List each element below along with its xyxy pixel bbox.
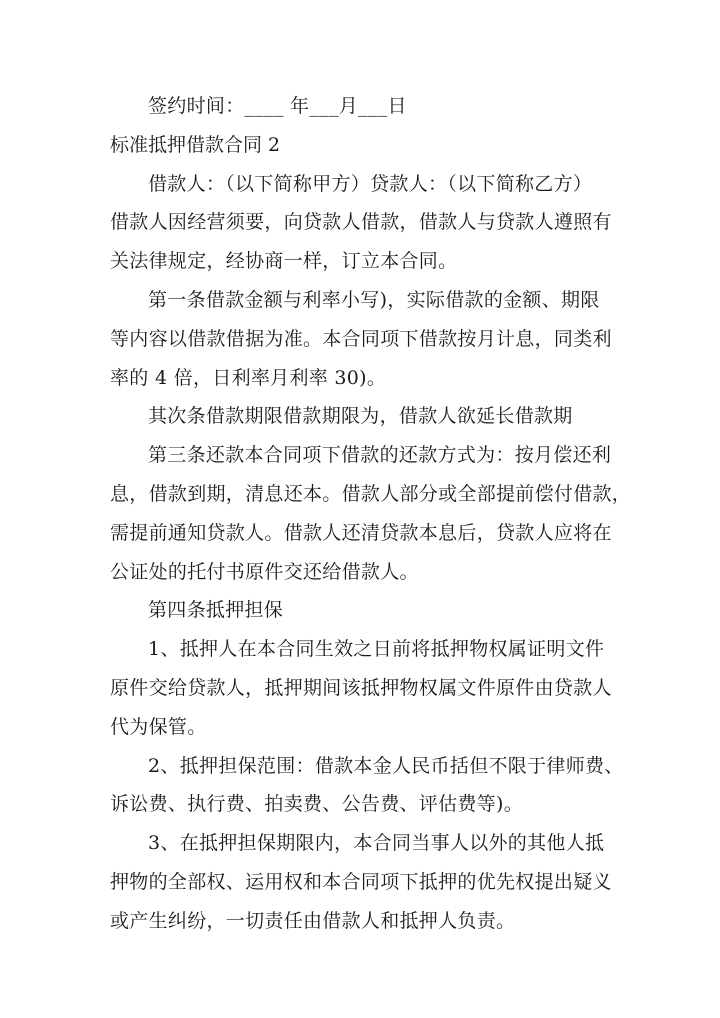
document-body: [110, 87, 632, 941]
text-line: 关法律规定，经协商一样，订立本合同。: [110, 250, 458, 273]
text-line: 1、抵押人在本合同生效之日前将抵押物权属证明文件: [148, 638, 605, 661]
paragraph-lines: [110, 165, 632, 941]
text-line: 第四条抵押担保: [148, 599, 284, 622]
text-line: 其次条借款期限借款期限为，借款人欲延长借款期: [148, 405, 573, 428]
text-line: 押物的全部权、运用权和本合同项下抵押的优先权提出疑义: [110, 870, 612, 893]
text-line: 公证处的托付书原件交还给借款人。: [110, 560, 419, 583]
text-line: 第三条还款本合同项下借款的还款方式为：按月偿还利: [148, 444, 612, 467]
signing-date-line: 签约时间：____ 年___月___日: [148, 95, 407, 117]
text-line: 等内容以借款借据为准。本合同项下借款按月计息，同类利: [110, 327, 612, 350]
text-line: 代为保管。: [110, 715, 207, 738]
text-line: 或产生纠纷，一切责任由借款人和抵押人负责。: [110, 909, 516, 932]
text-line: 第一条借款金额与利率小写)，实际借款的金额、期限: [148, 288, 600, 311]
text-line: 借款人：（以下简称甲方）贷款人：（以下简称乙方）: [148, 172, 593, 195]
text-line: 需提前通知贷款人。借款人还清贷款本息后，贷款人应将在: [110, 521, 612, 544]
text-line: 诉讼费、执行费、拍卖费、公告费、评估费等)。: [110, 793, 524, 816]
text-line: 3、在抵押担保期限内，本合同当事人以外的其他人抵: [148, 832, 605, 855]
text-line: 息，借款到期，清息还本。借款人部分或全部提前偿付借款，: [110, 482, 632, 505]
text-line: 借款人因经营须要，向贷款人借款，借款人与贷款人遵照有: [110, 211, 612, 234]
text-line: 率的 4 倍，日利率月利率 30)。: [110, 366, 387, 389]
text-line: 2、抵押担保范围：借款本金人民币括但不限于律师费、: [148, 754, 624, 777]
text-line: 原件交给贷款人，抵押期间该抵押物权属文件原件由贷款人: [110, 676, 612, 699]
document-title: 标准抵押借款合同 2: [110, 133, 281, 156]
